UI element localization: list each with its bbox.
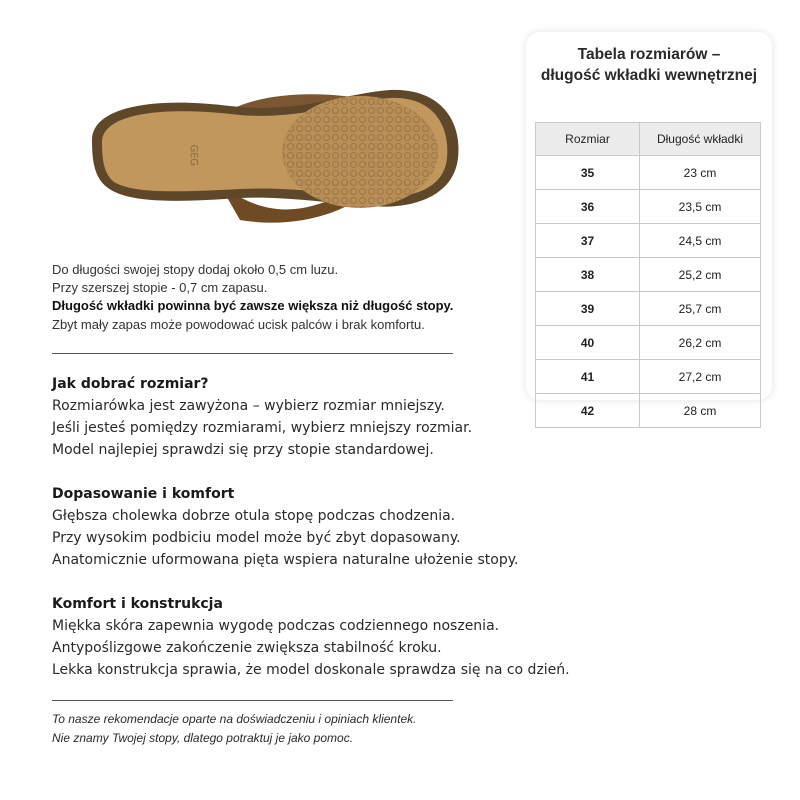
note-line-bold: Długość wkładki powinna być zawsze większa niż długość stopy. — [52, 298, 454, 314]
divider — [52, 700, 453, 701]
section-heading: Dopasowanie i komfort — [52, 486, 235, 502]
section-line: Rozmiarówka jest zawyżona – wybierz rozmiar mniejszy. — [52, 398, 445, 414]
header-size: Rozmiar — [536, 123, 640, 156]
length-cell: 23 cm — [640, 156, 761, 190]
disclaimer-line: Nie znamy Twojej stopy, dlatego potraktuj je jako pomoc. — [52, 731, 354, 745]
size-cell: 41 — [536, 360, 640, 394]
table-row — [536, 292, 761, 326]
note-line: Do długości swojej stopy dodaj około 0,5 cm luzu. — [52, 262, 339, 277]
note-line: Przy szerszej stopie - 0,7 cm zapasu. — [52, 280, 268, 296]
section-line: Jeśli jesteś pomiędzy rozmiarami, wybierz mniejszy rozmiar. — [52, 420, 473, 436]
table-row — [536, 258, 761, 292]
section-heading: Komfort i konstrukcja — [52, 596, 223, 612]
size-table-header-row — [536, 123, 761, 156]
section-line: Model najlepiej sprawdzi się przy stopie standardowej. — [52, 442, 434, 458]
length-cell: 25,7 cm — [640, 292, 761, 326]
section-line: Miękka skóra zapewnia wygodę podczas codziennego noszenia. — [52, 618, 500, 634]
size-cell: 42 — [536, 394, 640, 428]
section-line: Antypoślizgowe zakończenie zwiększa stabilność kroku. — [52, 640, 442, 656]
size-cell: 36 — [536, 190, 640, 224]
section-line: Głębsza cholewka dobrze otula stopę podczas chodzenia. — [52, 508, 456, 524]
section-line: Przy wysokim podbiciu model może być zbyt dopasowany. — [52, 530, 461, 546]
section-line: Lekka konstrukcja sprawia, że model doskonale sprawdza się na co dzień. — [52, 662, 570, 678]
sole-marking: ⅁∃⅁ — [190, 144, 201, 166]
size-chart-title — [526, 44, 772, 86]
disclaimer-line: To nasze rekomendacje oparte na doświadczeniu i opiniach klientek. — [52, 712, 417, 726]
size-chart-card — [526, 32, 772, 418]
length-cell: 26,2 cm — [640, 326, 761, 360]
shoe-sole-image — [70, 70, 470, 240]
table-row — [536, 156, 761, 190]
section-heading: Jak dobrać rozmiar? — [52, 376, 209, 392]
divider — [52, 353, 453, 354]
section-comfort-construction — [52, 593, 772, 681]
section-fit-comfort — [52, 483, 772, 571]
section-how-to-choose — [52, 373, 772, 461]
length-cell: 28 cm — [640, 394, 761, 428]
size-cell: 38 — [536, 258, 640, 292]
header-length: Długość wkładki — [640, 123, 761, 156]
length-cell: 23,5 cm — [640, 190, 761, 224]
table-row — [536, 326, 761, 360]
size-chart-title-line2: długość wkładki wewnętrznej — [540, 67, 758, 84]
size-cell: 40 — [536, 326, 640, 360]
disclaimer — [52, 710, 552, 748]
shoe-sole-icon — [70, 70, 470, 240]
size-cell: 37 — [536, 224, 640, 258]
size-cell: 39 — [536, 292, 640, 326]
fit-note — [52, 261, 522, 334]
section-line: Anatomicznie uformowana pięta wspiera naturalne ułożenie stopy. — [52, 552, 519, 568]
size-cell: 35 — [536, 156, 640, 190]
length-cell: 24,5 cm — [640, 224, 761, 258]
note-line: Zbyt mały zapas może powodować ucisk palców i brak komfortu. — [52, 316, 425, 332]
length-cell: 27,2 cm — [640, 360, 761, 394]
size-chart-title-line1: Tabela rozmiarów – — [577, 46, 721, 63]
table-row — [536, 224, 761, 258]
table-row — [536, 190, 761, 224]
length-cell: 25,2 cm — [640, 258, 761, 292]
